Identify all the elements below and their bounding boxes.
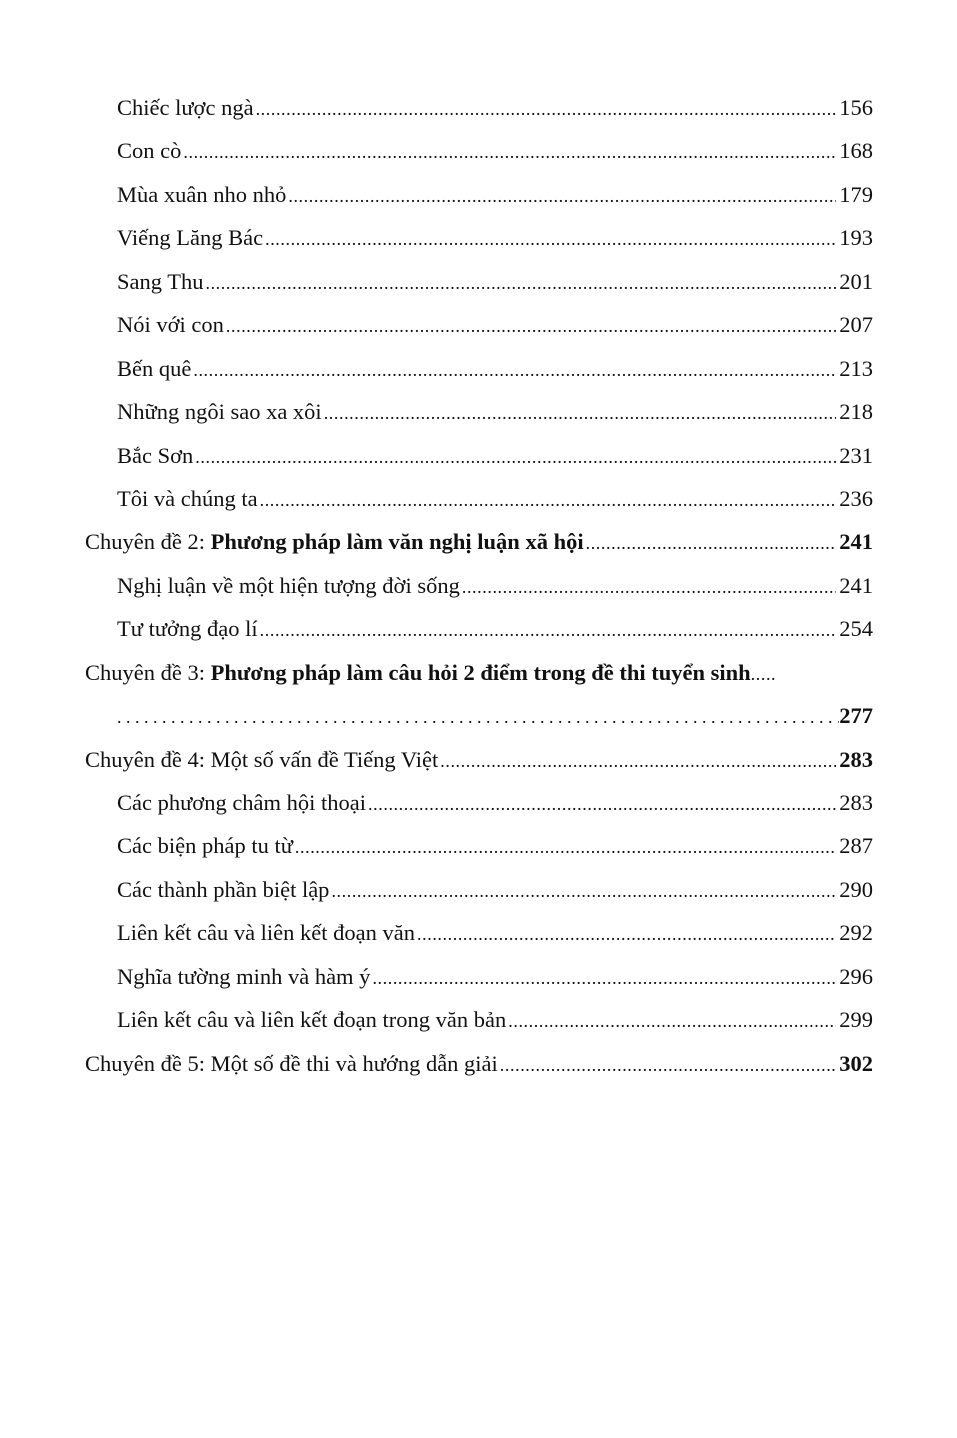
toc-entry[interactable] xyxy=(85,824,873,867)
toc-entry-page: 179 xyxy=(839,181,873,207)
toc-entry-title: Các biện pháp tu từ xyxy=(117,833,293,859)
toc-entry-title: Các phương châm hội thoại xyxy=(117,790,367,815)
toc-entry-title: Các thành phần biệt lập xyxy=(117,876,330,902)
toc-entry-title: Nghị luận về một hiện tượng đời sống xyxy=(117,572,460,598)
toc-entry-page: 254 xyxy=(839,616,873,642)
table-of-contents xyxy=(85,86,873,1085)
toc-chapter-3[interactable] xyxy=(85,651,873,694)
toc-entry[interactable] xyxy=(85,260,873,303)
toc-entry-title: Liên kết câu và liên kết đoạn văn xyxy=(117,920,416,946)
toc-entry[interactable] xyxy=(85,303,873,346)
toc-entry-page: 283 xyxy=(839,790,873,815)
chapter-title: Một số vấn đề Tiếng Việt xyxy=(210,746,439,772)
toc-entry-title: Nói với con xyxy=(117,312,224,338)
toc-entry[interactable] xyxy=(85,129,873,172)
toc-entry[interactable] xyxy=(85,390,873,433)
toc-entry-page: 201 xyxy=(839,268,873,294)
toc-entry-page: 156 xyxy=(839,95,873,120)
toc-chapter-3-continuation[interactable] xyxy=(85,694,873,737)
chapter-prefix: Chuyên đề 4: xyxy=(85,746,211,772)
toc-entry-page: 207 xyxy=(839,312,873,338)
toc-entry-page: 213 xyxy=(839,355,873,381)
dot-leader xyxy=(324,390,837,435)
chapter-page: 241 xyxy=(839,529,873,555)
dot-leader xyxy=(205,260,836,305)
dot-leader xyxy=(117,694,839,739)
dot-leader xyxy=(508,998,836,1043)
dot-leader xyxy=(183,129,836,174)
chapter-title: Phương pháp làm văn nghị luận xã hội xyxy=(210,529,584,555)
dot-leader xyxy=(586,520,837,565)
dot-leader xyxy=(260,477,837,522)
toc-entry[interactable] xyxy=(85,911,873,954)
toc-entry-page: 168 xyxy=(839,138,873,164)
toc-chapter-5[interactable] xyxy=(85,1042,873,1085)
chapter-page: 302 xyxy=(839,1050,873,1076)
toc-entry[interactable] xyxy=(85,86,873,129)
toc-entry-page: 290 xyxy=(839,876,873,902)
toc-entry[interactable] xyxy=(85,173,873,216)
dot-leader xyxy=(500,1042,836,1087)
toc-entry-page: 292 xyxy=(839,920,873,946)
toc-entry[interactable] xyxy=(85,347,873,390)
toc-entry[interactable] xyxy=(85,868,873,911)
toc-entry-title: Viếng Lăng Bác xyxy=(117,225,264,251)
chapter-title: Phương pháp làm câu hỏi 2 điểm trong đề thi tuyển sinh xyxy=(210,659,751,685)
chapter-title: Một số đề thi và hướng dẫn giải xyxy=(210,1050,498,1076)
toc-entry[interactable] xyxy=(85,955,873,998)
toc-entry-page: 218 xyxy=(839,399,873,425)
toc-entry-title: Những ngôi sao xa xôi xyxy=(117,399,322,425)
toc-entry-title: Chiếc lược ngà xyxy=(117,95,254,120)
toc-entry-title: Con cò xyxy=(117,138,182,164)
dot-leader xyxy=(462,564,836,609)
chapter-page: 283 xyxy=(839,746,873,772)
chapter-prefix: Chuyên đề 3: xyxy=(85,659,211,685)
toc-chapter-4[interactable] xyxy=(85,738,873,781)
toc-entry-page: 241 xyxy=(839,572,873,598)
toc-entry-page: 236 xyxy=(839,485,873,511)
dot-leader xyxy=(226,303,836,348)
toc-entry-title: Tư tưởng đạo lí xyxy=(117,616,258,642)
chapter-prefix: Chuyên đề 5: xyxy=(85,1050,211,1076)
toc-entry[interactable] xyxy=(85,477,873,520)
toc-entry[interactable] xyxy=(85,564,873,607)
toc-entry-page: 193 xyxy=(839,225,873,251)
toc-entry-title: Bắc Sơn xyxy=(117,442,194,468)
dot-leader xyxy=(331,868,836,913)
dot-leader xyxy=(256,86,837,131)
dot-leader xyxy=(417,911,836,956)
chapter-page: 277 xyxy=(839,703,873,729)
dot-leader xyxy=(288,173,836,218)
dot-leader xyxy=(265,216,836,261)
toc-entry[interactable] xyxy=(85,607,873,650)
dot-leader xyxy=(195,434,836,479)
toc-entry-page: 296 xyxy=(839,963,873,989)
dot-leader xyxy=(372,955,836,1000)
chapter-prefix: Chuyên đề 2: xyxy=(85,529,211,555)
toc-entry-title: Bến quê xyxy=(117,355,192,381)
dot-leader xyxy=(295,824,836,869)
toc-entry-title: Liên kết câu và liên kết đoạn trong văn bản xyxy=(117,1007,507,1033)
toc-entry-title: Mùa xuân nho nhỏ xyxy=(117,181,287,207)
toc-entry[interactable] xyxy=(85,998,873,1041)
dot-leader xyxy=(193,347,836,392)
toc-entry[interactable] xyxy=(85,216,873,259)
toc-chapter-2[interactable] xyxy=(85,520,873,563)
toc-entry-title: Tôi và chúng ta xyxy=(117,485,258,511)
dot-leader xyxy=(751,651,777,696)
toc-entry-page: 231 xyxy=(839,442,873,468)
toc-entry-title: Sang Thu xyxy=(117,268,204,294)
toc-entry[interactable] xyxy=(85,434,873,477)
dot-leader xyxy=(440,738,836,783)
toc-entry-page: 287 xyxy=(839,833,873,859)
toc-entry-title: Nghĩa tường minh và hàm ý xyxy=(117,963,371,989)
toc-entry[interactable] xyxy=(85,781,873,824)
dot-leader xyxy=(260,607,837,652)
dot-leader xyxy=(368,781,836,826)
toc-entry-page: 299 xyxy=(839,1007,873,1033)
